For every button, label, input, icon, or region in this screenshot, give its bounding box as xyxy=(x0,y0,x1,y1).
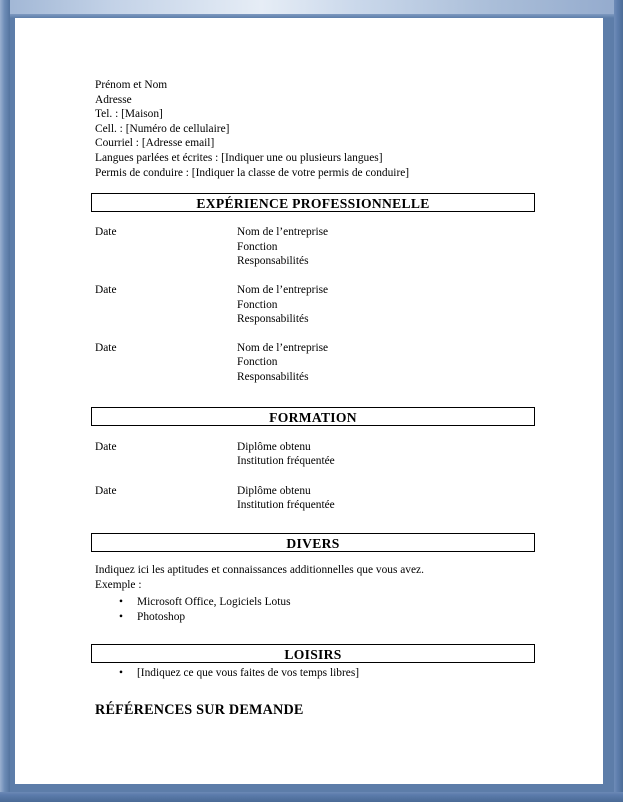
divers-example-label: Exemple : xyxy=(95,578,142,591)
divers-bullet-list xyxy=(95,595,535,626)
entry-details xyxy=(237,440,535,469)
entry-role: Fonction xyxy=(237,240,278,253)
list-item xyxy=(95,595,535,611)
window-frame-left-edge xyxy=(0,0,10,802)
formation-entry-list xyxy=(91,440,535,513)
list-item xyxy=(95,666,535,682)
entry-responsibility: Responsabilités xyxy=(237,255,309,268)
entry-diploma: Diplôme obtenu xyxy=(237,440,311,453)
entry-date: Date xyxy=(95,484,117,497)
contact-line-email: Courriel : [Adresse email] xyxy=(95,137,215,150)
entry-responsibility: Responsabilités xyxy=(237,370,309,383)
experience-entry xyxy=(91,225,535,269)
list-item-label: Photoshop xyxy=(137,611,186,624)
entry-date: Date xyxy=(95,226,117,239)
document-page xyxy=(15,18,603,784)
entry-details xyxy=(237,283,535,327)
contact-line-langues: Langues parlées et écrites : [Indiquer une ou plusieurs langues] xyxy=(95,151,383,164)
section-heading-formation: FORMATION xyxy=(91,407,535,426)
entry-company: Nom de l’entreprise xyxy=(237,226,329,239)
window-frame-right-edge xyxy=(614,0,623,802)
entry-details xyxy=(237,225,535,269)
bullet-point-icon: • xyxy=(119,595,123,608)
list-item xyxy=(95,610,535,626)
entry-details xyxy=(237,484,535,513)
formation-entry xyxy=(91,440,535,469)
entry-date: Date xyxy=(95,440,117,453)
entry-responsibility: Responsabilités xyxy=(237,313,309,326)
bullet-point-icon: • xyxy=(119,611,123,624)
entry-diploma: Diplôme obtenu xyxy=(237,484,311,497)
section-heading-loisirs: LOISIRS xyxy=(91,644,535,663)
section-heading-experience: EXPÉRIENCE PROFESSIONNELLE xyxy=(91,193,535,212)
window-frame-top-highlight xyxy=(0,0,623,14)
contact-line-cell: Cell. : [Numéro de cellulaire] xyxy=(95,122,230,135)
list-item-label: Microsoft Office, Logiciels Lotus xyxy=(137,595,291,608)
formation-entry xyxy=(91,484,535,513)
entry-institution: Institution fréquentée xyxy=(237,455,335,468)
window-frame-bottom-edge xyxy=(0,792,623,802)
divers-intro: Indiquez ici les aptitudes et connaissances additionnelles que vous avez. xyxy=(95,563,424,576)
experience-entry xyxy=(91,341,535,385)
contact-line-permis: Permis de conduire : [Indiquer la classe de votre permis de conduire] xyxy=(95,166,410,179)
section-heading-divers: DIVERS xyxy=(91,533,535,552)
bullet-point-icon: • xyxy=(119,667,123,680)
document-body xyxy=(91,78,535,719)
divers-content xyxy=(91,563,535,626)
experience-entry-list xyxy=(91,225,535,384)
entry-date: Date xyxy=(95,283,117,296)
contact-line-tel: Tel. : [Maison] xyxy=(95,108,163,121)
entry-company: Nom de l’entreprise xyxy=(237,341,329,354)
contact-line-name: Prénom et Nom xyxy=(95,79,168,91)
references-statement: RÉFÉRENCES SUR DEMANDE xyxy=(95,701,304,718)
list-item-label: [Indiquez ce que vous faites de vos temps libres] xyxy=(137,667,360,680)
experience-entry xyxy=(91,283,535,327)
loisirs-bullet-list xyxy=(91,666,535,682)
entry-institution: Institution fréquentée xyxy=(237,499,335,512)
entry-role: Fonction xyxy=(237,298,278,311)
entry-details xyxy=(237,341,535,385)
entry-date: Date xyxy=(95,341,117,354)
entry-role: Fonction xyxy=(237,356,278,369)
contact-block xyxy=(91,78,535,180)
contact-line-address: Adresse xyxy=(95,93,132,106)
entry-company: Nom de l’entreprise xyxy=(237,283,329,296)
